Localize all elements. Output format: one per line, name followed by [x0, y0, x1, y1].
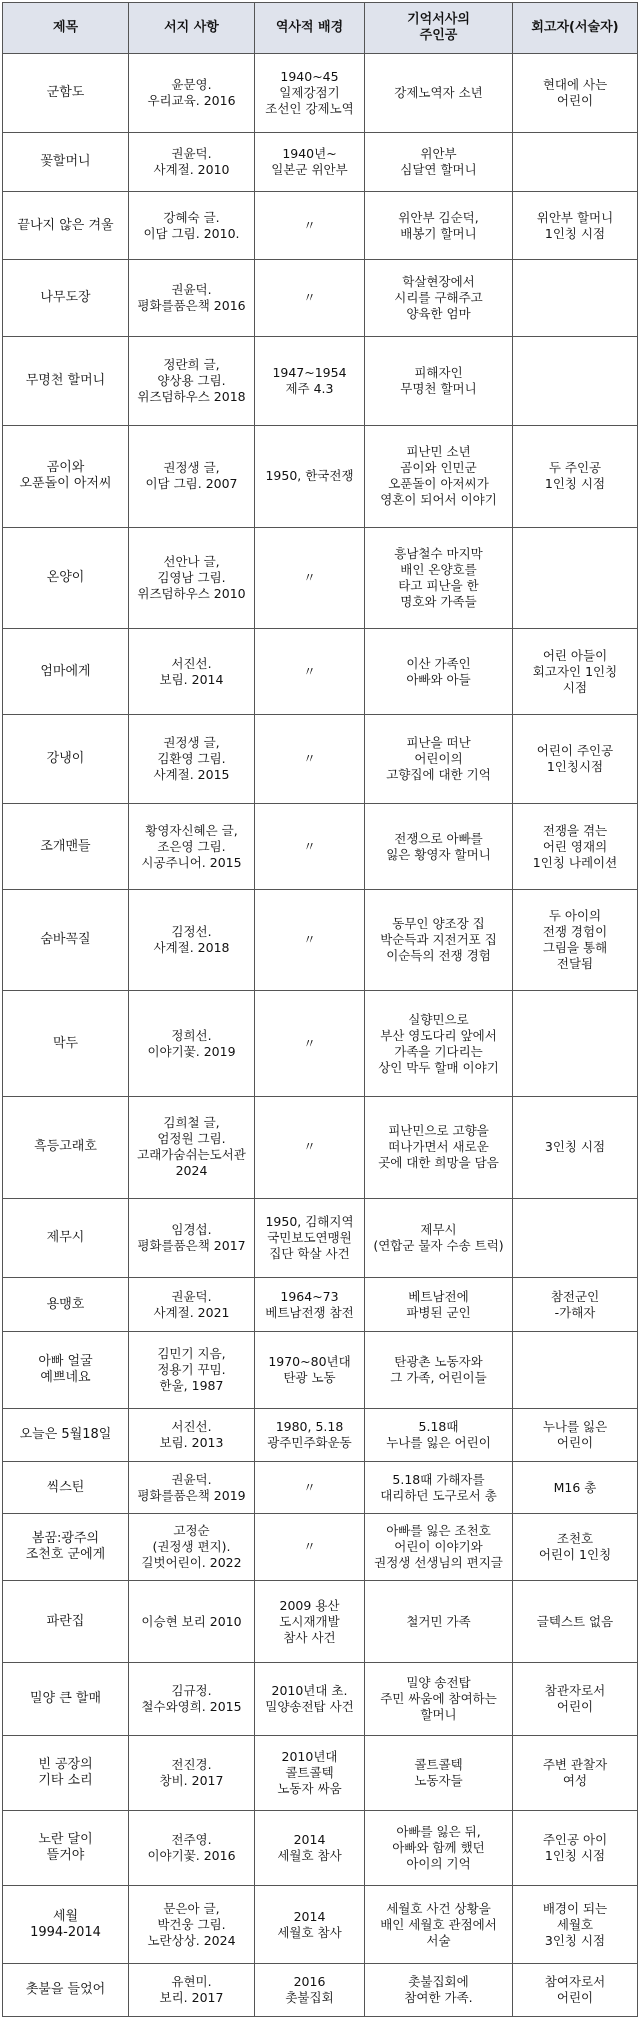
table-row — [3, 260, 638, 337]
table-row — [3, 1409, 638, 1461]
table-row — [3, 715, 638, 804]
cell-historical-background: 〃 — [255, 629, 365, 715]
cell-historical-background: 2010년대 콜트콜텍 노동자 싸움 — [255, 1735, 365, 1810]
table-row — [3, 54, 638, 133]
cell-protagonist: 피해자인 무명천 할머니 — [365, 337, 513, 425]
cell-historical-background: 〃 — [255, 1097, 365, 1198]
table-row — [3, 337, 638, 425]
table-row — [3, 1735, 638, 1810]
cell-publication: 정란희 글, 양상용 그림. 위즈덤하우스 2018 — [129, 337, 255, 425]
cell-publication: 전진경. 창비. 2017 — [129, 1735, 255, 1810]
table-row — [3, 1097, 638, 1198]
table-row — [3, 528, 638, 629]
table-row — [3, 1461, 638, 1513]
cell-publication: 윤문영. 우리교육. 2016 — [129, 54, 255, 133]
cell-title: 아빠 얼굴 예쁘네요 — [3, 1331, 129, 1408]
cell-publication: 김규정. 철수와영희. 2015 — [129, 1663, 255, 1736]
cell-historical-background: 〃 — [255, 715, 365, 804]
cell-title: 끝나지 않은 겨울 — [3, 192, 129, 260]
cell-title: 빈 공장의 기타 소리 — [3, 1735, 129, 1810]
cell-narrator — [513, 1198, 638, 1278]
cell-historical-background: 2016 촛불집회 — [255, 1964, 365, 2017]
cell-publication: 권윤덕. 평화를품은책 2016 — [129, 260, 255, 337]
cell-protagonist: 세월호 사건 상황을 배인 세월호 관점에서 서술 — [365, 1885, 513, 1964]
cell-protagonist: 동무인 양조장 집 박순득과 지전거포 집 이순득의 전쟁 경험 — [365, 890, 513, 991]
bibliography-table — [2, 2, 638, 2017]
cell-publication: 고정순 (권정생 편지). 길벗어린이. 2022 — [129, 1514, 255, 1581]
cell-title: 엄마에게 — [3, 629, 129, 715]
cell-title: 강냉이 — [3, 715, 129, 804]
cell-narrator: 참여자로서 어린이 — [513, 1964, 638, 2017]
cell-protagonist: 위안부 김순덕, 배봉기 할머니 — [365, 192, 513, 260]
cell-narrator: 두 아이의 전쟁 경험이 그림을 통해 전달됨 — [513, 890, 638, 991]
cell-historical-background: 1964~73 베트남전쟁 참전 — [255, 1278, 365, 1332]
cell-narrator: 참전군인 -가해자 — [513, 1278, 638, 1332]
cell-publication: 김민기 지음, 정용기 꾸밈. 한울, 1987 — [129, 1331, 255, 1408]
cell-protagonist: 피난민으로 고향을 떠나가면서 새로운 곳에 대한 희망을 담음 — [365, 1097, 513, 1198]
cell-narrator: 전쟁을 겪는 어린 영재의 1인칭 나레이션 — [513, 804, 638, 890]
table-row — [3, 890, 638, 991]
cell-publication: 권정생 글, 이담 그림. 2007 — [129, 425, 255, 527]
cell-title: 숨바꼭질 — [3, 890, 129, 991]
table-row — [3, 1514, 638, 1581]
cell-title: 용맹호 — [3, 1278, 129, 1332]
cell-title: 파란집 — [3, 1580, 129, 1662]
cell-protagonist: 탄광촌 노동자와 그 가족, 어린이들 — [365, 1331, 513, 1408]
cell-publication: 황영자신혜은 글, 조은영 그림. 시공주니어. 2015 — [129, 804, 255, 890]
header-protagonist: 기억서사의 주인공 — [365, 3, 513, 54]
cell-historical-background: 2014 세월호 참사 — [255, 1810, 365, 1885]
cell-protagonist: 이산 가족인 아빠와 아들 — [365, 629, 513, 715]
cell-historical-background: 〃 — [255, 890, 365, 991]
cell-publication: 강혜숙 글. 이담 그림. 2010. — [129, 192, 255, 260]
cell-historical-background: 〃 — [255, 192, 365, 260]
cell-narrator: 현대에 사는 어린이 — [513, 54, 638, 133]
cell-publication: 서진선. 보림. 2013 — [129, 1409, 255, 1461]
cell-historical-background: 〃 — [255, 528, 365, 629]
cell-narrator: 조천호 어린이 1인칭 — [513, 1514, 638, 1581]
table-row — [3, 1278, 638, 1332]
cell-protagonist: 촛불집회에 참여한 가족. — [365, 1964, 513, 2017]
cell-title: 밀양 큰 할매 — [3, 1663, 129, 1736]
cell-historical-background: 1940~45 일제강점기 조선인 강제노역 — [255, 54, 365, 133]
cell-protagonist: 밀양 송전탑 주민 싸움에 참여하는 할머니 — [365, 1663, 513, 1736]
cell-narrator: 주인공 아이 1인칭 시점 — [513, 1810, 638, 1885]
cell-title: 흑등고래호 — [3, 1097, 129, 1198]
table-row — [3, 1198, 638, 1278]
cell-publication: 문은아 글, 박건웅 그림. 노란상상. 2024 — [129, 1885, 255, 1964]
table-row — [3, 1580, 638, 1662]
cell-publication: 이승현 보리 2010 — [129, 1580, 255, 1662]
cell-narrator: 어린 아들이 회고자인 1인칭 시점 — [513, 629, 638, 715]
cell-narrator — [513, 337, 638, 425]
table-row — [3, 629, 638, 715]
cell-publication: 권윤덕. 사계절. 2021 — [129, 1278, 255, 1332]
cell-protagonist: 제무시 (연합군 물자 수송 트럭) — [365, 1198, 513, 1278]
cell-narrator — [513, 528, 638, 629]
cell-publication: 유현미. 보리. 2017 — [129, 1964, 255, 2017]
cell-historical-background: 〃 — [255, 991, 365, 1097]
cell-publication: 권윤덕. 평화를품은책 2019 — [129, 1461, 255, 1513]
cell-publication: 권윤덕. 사계절. 2010 — [129, 132, 255, 192]
cell-historical-background: 1950, 한국전쟁 — [255, 425, 365, 527]
table-row — [3, 1331, 638, 1408]
cell-narrator — [513, 991, 638, 1097]
cell-narrator: 주변 관찰자 여성 — [513, 1735, 638, 1810]
cell-narrator — [513, 260, 638, 337]
cell-publication: 임경섭. 평화를품은책 2017 — [129, 1198, 255, 1278]
cell-historical-background: 〃 — [255, 1514, 365, 1581]
cell-narrator: 두 주인공 1인칭 시점 — [513, 425, 638, 527]
cell-title: 온양이 — [3, 528, 129, 629]
cell-historical-background: 1950, 김해지역 국민보도연맹원 집단 학살 사건 — [255, 1198, 365, 1278]
cell-protagonist: 아빠를 잃은 뒤, 아빠와 함께 했던 아이의 기억 — [365, 1810, 513, 1885]
table-row — [3, 1964, 638, 2017]
table-row — [3, 1885, 638, 1964]
cell-title: 막두 — [3, 991, 129, 1097]
header-historical-background: 역사적 배경 — [255, 3, 365, 54]
table-row — [3, 804, 638, 890]
cell-title: 나무도장 — [3, 260, 129, 337]
cell-protagonist: 철거민 가족 — [365, 1580, 513, 1662]
cell-protagonist: 실향민으로 부산 영도다리 앞에서 가족을 기다리는 상인 막두 할매 이야기 — [365, 991, 513, 1097]
cell-title: 제무시 — [3, 1198, 129, 1278]
cell-title: 봄꿈:광주의 조천호 군에게 — [3, 1514, 129, 1581]
cell-narrator: 어린이 주인공 1인칭시점 — [513, 715, 638, 804]
cell-protagonist: 5.18때 가해자를 대리하던 도구로서 총 — [365, 1461, 513, 1513]
cell-historical-background: 〃 — [255, 260, 365, 337]
cell-narrator — [513, 1331, 638, 1408]
cell-protagonist: 베트남전에 파병된 군인 — [365, 1278, 513, 1332]
cell-publication: 전주영. 이야기꽃. 2016 — [129, 1810, 255, 1885]
header-publication: 서지 사항 — [129, 3, 255, 54]
cell-publication: 서진선. 보림. 2014 — [129, 629, 255, 715]
cell-historical-background: 〃 — [255, 1461, 365, 1513]
cell-publication: 김희철 글, 엄정원 그림. 고래가숨쉬는도서관 2024 — [129, 1097, 255, 1198]
cell-title: 군함도 — [3, 54, 129, 133]
table-row — [3, 132, 638, 192]
cell-publication: 권정생 글, 김환영 그림. 사계절. 2015 — [129, 715, 255, 804]
cell-protagonist: 5.18때 누나를 잃은 어린이 — [365, 1409, 513, 1461]
cell-title: 곰이와 오푼돌이 아저씨 — [3, 425, 129, 527]
cell-title: 씩스틴 — [3, 1461, 129, 1513]
cell-narrator: 3인칭 시점 — [513, 1097, 638, 1198]
cell-title: 노란 달이 뜰거야 — [3, 1810, 129, 1885]
cell-historical-background: 1980, 5.18 광주민주화운동 — [255, 1409, 365, 1461]
cell-protagonist: 아빠를 잃은 조천호 어린이 이야기와 권정생 선생님의 편지글 — [365, 1514, 513, 1581]
table-row — [3, 192, 638, 260]
cell-protagonist: 위안부 심달연 할머니 — [365, 132, 513, 192]
cell-narrator: 위안부 할머니 1인칭 시점 — [513, 192, 638, 260]
cell-historical-background: 〃 — [255, 804, 365, 890]
cell-title: 세월 1994-2014 — [3, 1885, 129, 1964]
cell-protagonist: 피난을 떠난 어린이의 고향집에 대한 기억 — [365, 715, 513, 804]
cell-protagonist: 강제노역자 소년 — [365, 54, 513, 133]
header-title: 제목 — [3, 3, 129, 54]
header-row — [3, 3, 638, 54]
cell-historical-background: 1940년~ 일본군 위안부 — [255, 132, 365, 192]
cell-narrator — [513, 132, 638, 192]
cell-title: 조개맨들 — [3, 804, 129, 890]
table-row — [3, 991, 638, 1097]
cell-publication: 정희선. 이야기꽃. 2019 — [129, 991, 255, 1097]
cell-title: 촛불을 들었어 — [3, 1964, 129, 2017]
cell-narrator: 누나를 잃은 어린이 — [513, 1409, 638, 1461]
cell-historical-background: 1970~80년대 탄광 노동 — [255, 1331, 365, 1408]
cell-protagonist: 피난민 소년 곰이와 인민군 오푼돌이 아저씨가 영혼이 되어서 이야기 — [365, 425, 513, 527]
cell-historical-background: 2014 세월호 참사 — [255, 1885, 365, 1964]
cell-title: 꽃할머니 — [3, 132, 129, 192]
table-row — [3, 425, 638, 527]
cell-narrator: 참관자로서 어린이 — [513, 1663, 638, 1736]
cell-protagonist: 전쟁으로 아빠를 잃은 황영자 할머니 — [365, 804, 513, 890]
cell-title: 무명천 할머니 — [3, 337, 129, 425]
cell-protagonist: 학살현장에서 시리를 구해주고 양육한 엄마 — [365, 260, 513, 337]
cell-narrator: M16 총 — [513, 1461, 638, 1513]
table-body — [3, 54, 638, 2017]
cell-protagonist: 흥남철수 마지막 배인 온양호를 타고 피난을 한 명호와 가족들 — [365, 528, 513, 629]
cell-protagonist: 콜트콜텍 노동자들 — [365, 1735, 513, 1810]
table-row — [3, 1663, 638, 1736]
cell-title: 오늘은 5월18일 — [3, 1409, 129, 1461]
cell-narrator: 글텍스트 없음 — [513, 1580, 638, 1662]
header-narrator: 회고자(서술자) — [513, 3, 638, 54]
cell-publication: 선안나 글, 김영남 그림. 위즈덤하우스 2010 — [129, 528, 255, 629]
cell-historical-background: 2010년대 초. 밀양송전탑 사건 — [255, 1663, 365, 1736]
cell-narrator: 배경이 되는 세월호 3인칭 시점 — [513, 1885, 638, 1964]
cell-historical-background: 2009 용산 도시재개발 참사 사건 — [255, 1580, 365, 1662]
table-row — [3, 1810, 638, 1885]
cell-historical-background: 1947~1954 제주 4.3 — [255, 337, 365, 425]
cell-publication: 김정선. 사계절. 2018 — [129, 890, 255, 991]
